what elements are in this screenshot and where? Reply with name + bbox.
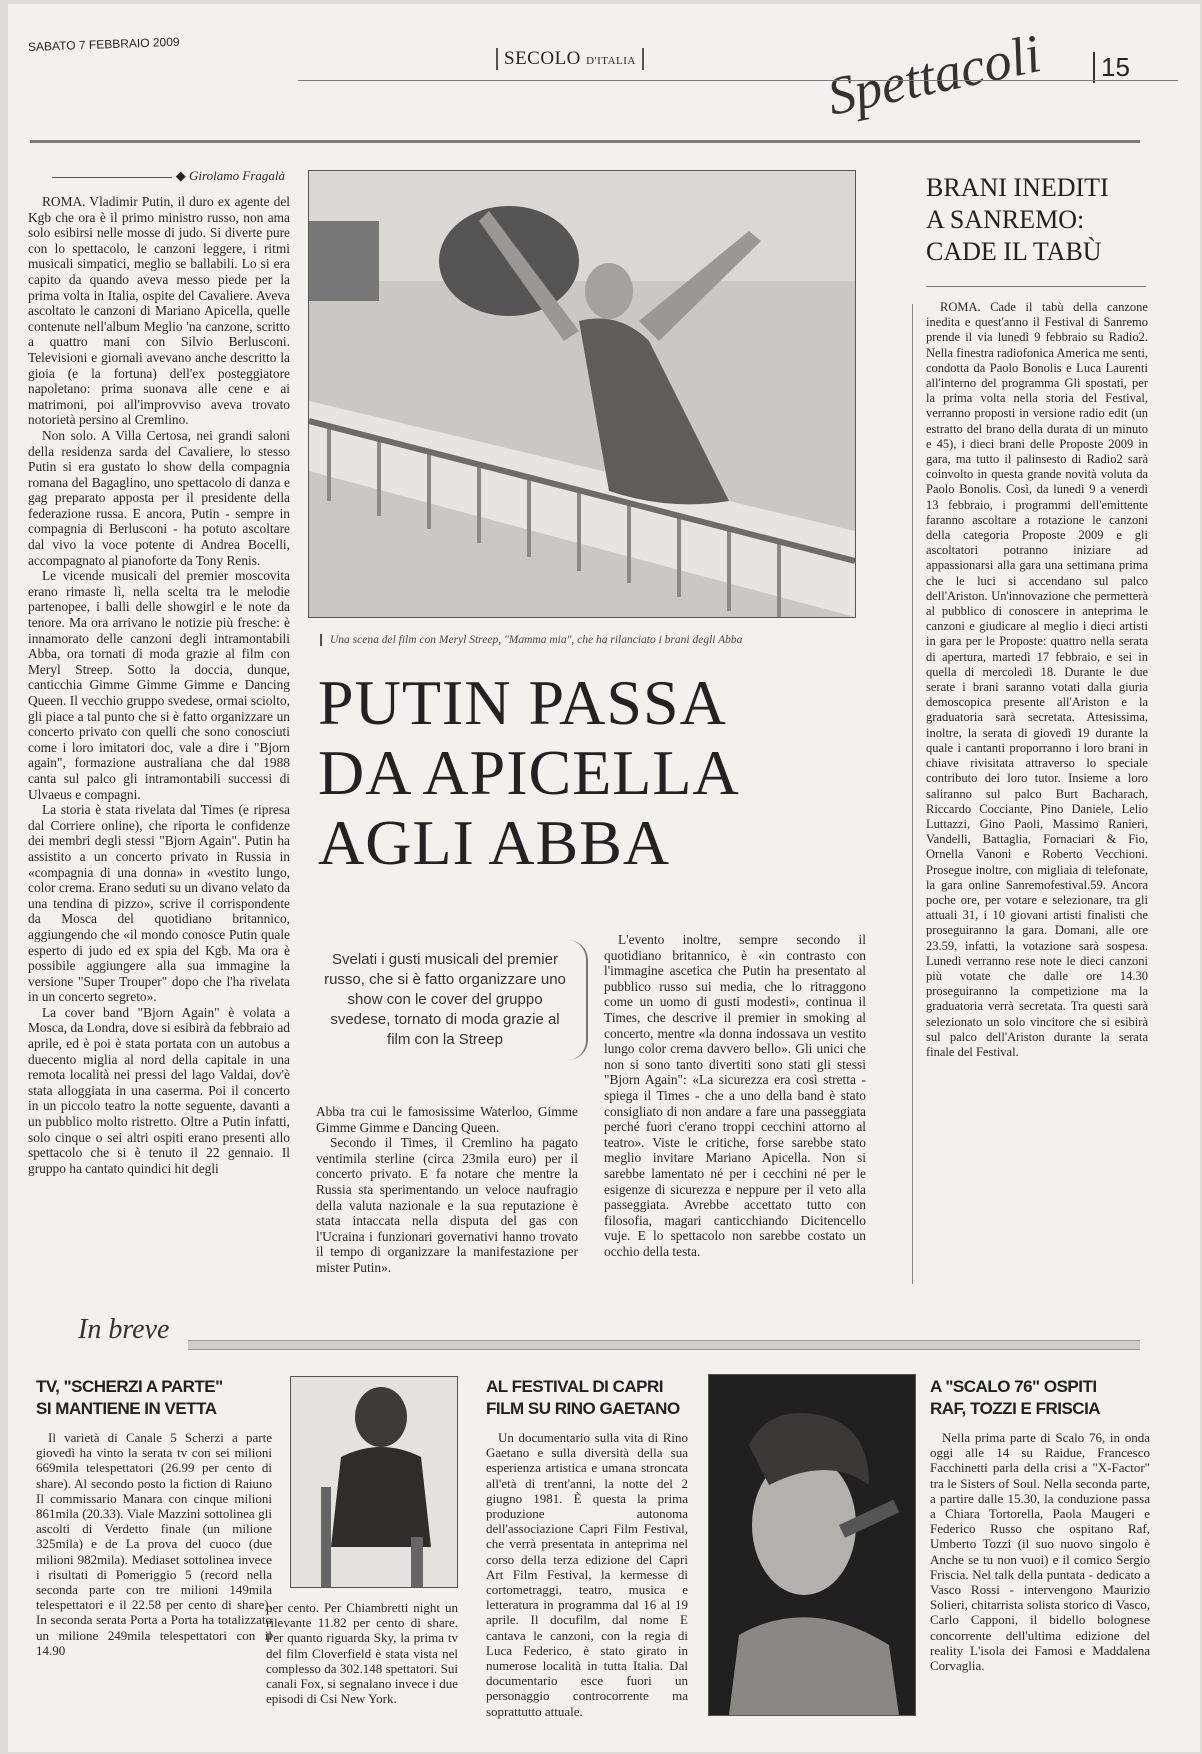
- photo-caption: Una scena del film con Meryl Streep, "Mamma mia", che ha rilanciato i brani degli Abba: [320, 634, 870, 646]
- byline-name: Girolamo Fragalà: [189, 168, 285, 183]
- paragraph: ROMA. Cade il tabù della canzone inedita e quest'anno il Festival di Sanremo prende il via lunedì 9 febbraio su Radio2. Nella finestra radiofonica America me senti, condotta da Paolo Bonolis e Luca Laurenti all'interno del programma Gli spostati, per la prima volta nella storia del Festival, verranno proposti in versione radio edit (un estratto del brano della durata di un minuto e 45), i dieci brani delle Proposte 2009 in gara, ma tutto il palinsesto di Radio2 sarà coinvolto in questa grande novità voluta da Paolo Bonolis. Così, da lunedì 9 a venerdì 13 febbraio, i programmi dell'emittente faranno ascoltare a rotazione le canzoni della categoria Proposte 2009 e gli ascoltatori potranno iniziare ad appassionarsi alla gara una settimana prima che le luci si accendano sul palco dell'Ariston. Un'innovazione che permetterà al pubblico di conoscere in anteprima le canzoni e giudicare al meglio i dieci artisti in gara per le Proposte: quattro nella serata di apertura, martedì 17 febbraio, e sei in quella di mercoledì 18. Durante le due serate i brani saranno votati dalla giuria demoscopica presente all'Ariston e la graduatoria sarà secretata. Attesissima, inoltre, la serata di giovedì 19 durante la quale i cantanti proporranno i loro brani in chiave rivisitata attraverso lo speciale contributo dei loro tutor. Insieme a loro saliranno sul palco Burt Bacharach, Riccardo Cocciante, Pino Daniele, Lelio Luttazzi, Gino Paoli, Massimo Ranieri, Vandelli, Battaglia, Fornaciari & Fio, Ornella Vanoni e Roberto Vecchioni. Prosegue inoltre, con migliaia di telefonate, la gara online Sanremofestival.59. Ancora poche ore, per votare e selezionare, tra gli attuali 31, i 10 giovani artisti finalisti che proseguiranno la gara. Domani, alle ore 23.59, infatti, la votazione sarà sospesa. Lunedì verranno rese note le dieci canzoni più votate che dalle ore 14.30 proseguiranno la competizione ma la graduatoria verrà secretata. Tra questi sarà selezionato un solo vincitore che si esibirà sul palco dell'Ariston durante la serata finale del Festival.: [926, 300, 1148, 1059]
- side-headline-line: BRANI INEDITI: [926, 173, 1109, 202]
- paragraph: Secondo il Times, il Cremlino ha pagato ventimila sterline (circa 23mila euro) per il concerto privato. E fa notare che mentre la Russia sta sperimentando un veloce naufragio della valuta nazionale e la sua reputazione è stata intaccata nella disputa del gas con l'Ucraina i funzionari governativi hanno trovato il tempo di organizzare la manifestazione per mister Putin».: [316, 1135, 578, 1275]
- side-headline-line: A SANREMO:: [926, 205, 1085, 234]
- section-title: Spettacoli: [822, 23, 1046, 127]
- in-breve-label: In breve: [78, 1314, 170, 1345]
- pull-quote: Svelati i gusti musicali del premier russo, che si è fatto organizzare uno show con le cover del gruppo svedese, tornato di moda grazie al film con la Streep: [324, 951, 566, 1048]
- main-headline: [318, 668, 858, 878]
- side-article-divider: [912, 304, 913, 1284]
- brief1-headline: [36, 1376, 286, 1420]
- main-article-col2: [316, 1104, 578, 1284]
- photo-singer-microphone: [709, 1375, 915, 1715]
- main-article-col3: [604, 932, 866, 1284]
- side-headline-line: CADE IL TABÙ: [926, 237, 1102, 266]
- paragraph: ROMA. Vladimir Putin, il duro ex agente del Kgb che ora è il primo ministro russo, non ama solo esibirsi nelle mosse di judo. Si diverte pure con lo spettacolo, le canzoni leggere, i ritmi musicali simpatici, meglio se ballabili. Lo si era capito da quando aveva messo piede per la prima volta in Italia, ospite del Cavaliere. Aveva ascoltato le canzoni di Mariano Apicella, quelle contenute nell'album Meglio 'na canzone, scritto a quattro mani con Silvio Berlusconi. Televisioni e giornali avevano anche descritto la gioia (e la fortuna) dell'ex posteggiatore napoletano: prima suonava alle cene e ai matrimoni, poi all'improvviso aveva trovato notorietà persino al Cremlino.: [28, 194, 290, 428]
- headline-line: PUTIN PASSA: [318, 667, 727, 738]
- issue-date: SABATO 7 FEBBRAIO 2009: [27, 34, 180, 54]
- brief1-col-b: per cento. Per Chiambretti night un rilevante 11.82 per cento di share. Per quanto riguarda Sky, la prima tv del film Cloverfield è stata vista nel complesso da 302.148 spettatori. Sui canali Fox, si segnalano invece i due episodi di Csi New York.: [266, 1600, 458, 1707]
- paragraph: La storia è stata rivelata dal Times (e ripresa dal Corriere online), che riporta le confidenze dei membri degli stessi "Bjorn Again". Putin ha assistito a un concerto privato in Russia in «compagnia di una donna» in «vestito lungo, color crema. Erano seduti su un divano velato da una tendina di pizzo», scrive il corrispondente da Mosca del quotidiano britannico, aggiungendo che «il mondo conosce Putin quale esperto di judo ed ex spia del Kgb. Ma ora è possibile aggiungere alla sua immagine la versione "Super Trouper" dopo che l'ha rivelata in un concerto segreto».: [28, 802, 290, 1005]
- brief-headline-line: AL FESTIVAL DI CAPRI: [486, 1377, 664, 1396]
- newspaper-page: [8, 4, 1200, 1752]
- brief1-col-a: Il varietà di Canale 5 Scherzi a parte giovedì ha vinto la serata tv con sei milioni 669mila telespettatori (26.99 per cento di share). Al secondo posto la fiction di Raiuno Il commissario Manara con cinque milioni 861mila (20.33). Viale Mazzini sottolinea gli ascolti di Verdetto finale (un milione 325mila) e de La prova del cuoco (due milioni 982mila). Mediaset sottolinea invece i risultati di Pomeriggio 5 (record nella seconda parte con tre milioni 149mila telespettatori e il 22.58 per cento di share). In seconda serata Porta a Porta ha totalizzato un milione 249mila telespettatori con il 14.90: [36, 1430, 272, 1658]
- pull-quote-bracket: [568, 940, 588, 1060]
- brief1-photo: [290, 1376, 458, 1588]
- brief-headline-line: RAF, TOZZI E FRISCIA: [930, 1399, 1101, 1418]
- brief3-body: Nella prima parte di Scalo 76, in onda oggi alle 14 su Raidue, Francesco Facchinetti parla della crisi a "X-Factor" tra le Sisters of Soul. Nella seconda parte, a partire dalle 15.30, la conduzione passa a Chiara Tortorella, Paola Maugeri e Federico Russo che ospitano Raf, Umberto Tozzi (il suo nuovo singolo è Anche se tu non vuoi) e il comico Sergio Friscia. Nel talk della puntata - dedicato a Vasco Rossi - intervengono Maurizio Solieri, chitarrista solista storico di Vasco, Carlo Capponi, il bidello bolognese concorrente dell'ultima edizione del reality L'isola dei Famosi e Maddalena Corvaglia.: [930, 1430, 1150, 1674]
- brief2-headline: [486, 1376, 706, 1420]
- paper-title: SECOLO: [504, 48, 581, 69]
- masthead-underline: [298, 80, 1178, 81]
- top-rule: [30, 140, 1140, 143]
- brief-headline-line: FILM SU RINO GAETANO: [486, 1399, 680, 1418]
- brief2-body: Un documentario sulla vita di Rino Gaetano e sulla diversità della sua esperienza artistica e umana stroncata all'età di trent'anni, la notte del 2 giugno 1981. È questa la prima produzione autonoma dell'associazione Capri Film Festival, che verrà presentata in anteprima nel corso della terza edizione del Capri Art Film Festival, la kermesse di cortometraggi, teatro, musica e letteratura in programma dal 16 al 19 aprile. Il docufilm, dal nome E cantava le canzoni, con la regia di Luca Federico, è stato girato in numerose località in tutta Italia. Dal documentario esce fuori un personaggio controcorrente ma soprattutto attuale.: [486, 1430, 688, 1719]
- main-article-col1: [28, 194, 290, 1284]
- brief3-photo: [708, 1374, 916, 1716]
- page-number: 15: [1093, 52, 1130, 83]
- side-headline-rule: [926, 286, 1146, 287]
- in-breve-band: [188, 1340, 1140, 1350]
- paragraph: L'evento inoltre, sempre secondo il quotidiano britannico, è «in contrasto con l'immagine ascetica che Putin ha presentato al pubblico russo sui media, che lo ritraggono come un uomo di gusti modesti», continua il Times, che descrive il premier in smoking al concerto, mentre «la donna indossava un vestito lungo color crema davvero bello». Gli unici che non si sono tanto divertiti sono stati gli stessi "Bjorn Again": «La sicurezza era così stretta - spiega il Times - che a uno della band è stato consigliato di non andare a fare una passeggiata perché fuori c'erano troppi cecchini attorno al teatro». Viste le critiche, forse sarebbe stato meglio invitare Mariano Apicella. Non si sarebbe lamentato né per i cecchini né per le esigenze di sicurezza e neppure per il veto alla passeggiata. Avrebbe accettato tutto con filosofia, magari canticchiando Dicitencello vuje. E lo spettacolo non sarebbe costato un occhio della testa.: [604, 932, 866, 1259]
- paper-name: [496, 48, 644, 70]
- paragraph: Le vicende musicali del premier moscovita erano rimaste lì, nella scelta tra le melodie partenopee, i balli delle showgirl e le note da tenore. Ma ora arrivano le notizie più fresche: è innamorato delle canzoni degli intramontabili Abba, ora tornati di moda grazie al film con Meryl Streep. Sotto la doccia, dunque, canticchia Gimme Gimme Gimme e Dancing Queen. Il vecchio gruppo svedese, ormai sciolto, gli piace a tal punto che si è fatto organizzare un concerto privato con quelli che sono conosciuti come i loro imitatori doc, vale a dire i "Bjorn again", formazione australiana che dal 1988 canta sul palco gli intramontabili successi di Ulvaeus e compagni.: [28, 568, 290, 802]
- brief-headline-line: SI MANTIENE IN VETTA: [36, 1399, 217, 1418]
- paragraph: Abba tra cui le famosissime Waterloo, Gimme Gimme Gimme e Dancing Queen.: [316, 1104, 578, 1135]
- paragraph: Non solo. A Villa Certosa, nei grandi saloni della residenza sarda del Cavaliere, lo stesso Putin si era gustato lo show della compagnia romana del Bagaglino, uno spettacolo di danza e gag preparato apposta per il presidente della federazione russa. E ancora, Putin - sempre in compagnia di Berlusconi - ha potuto ascoltare dal vivo la voce potente di Andrea Bocelli, accompagnato al pianoforte da Tony Renis.: [28, 427, 290, 568]
- byline: ◆ Girolamo Fragalà: [30, 168, 285, 184]
- brief-headline-line: TV, "SCHERZI A PARTE": [36, 1377, 223, 1396]
- side-article-body: [926, 300, 1148, 1290]
- photo-host-seated: [291, 1377, 457, 1587]
- paragraph: La cover band "Bjorn Again" è volata a Mosca, da Londra, dove si esibirà da febbraio ad aprile, ed è poi è stata portata con un autobus a duecento miglia al nord della capitale in una remota località nei pressi del lago Valdai, dov'è stata alloggiata in una caserma. Poi il concerto in un piccolo teatro la notte seguente, davanti a un pubblico molto ristretto. Oltre a Putin infatti, solo cinque o sei altri ospiti erano presenti allo spettacolo che si è tenuto il 22 gennaio. Il gruppo ha cantato quindici hit degli: [28, 1004, 290, 1176]
- paper-suffix: D'ITALIA: [586, 55, 636, 67]
- photo-dancer-stairs: [309, 171, 855, 617]
- brief3-headline: [930, 1376, 1160, 1420]
- headline-line: AGLI ABBA: [318, 807, 671, 878]
- main-photo: [308, 170, 856, 618]
- side-headline: [926, 172, 1166, 268]
- brief-headline-line: A "SCALO 76" OSPITI: [930, 1377, 1097, 1396]
- headline-line: DA APICELLA: [318, 737, 740, 808]
